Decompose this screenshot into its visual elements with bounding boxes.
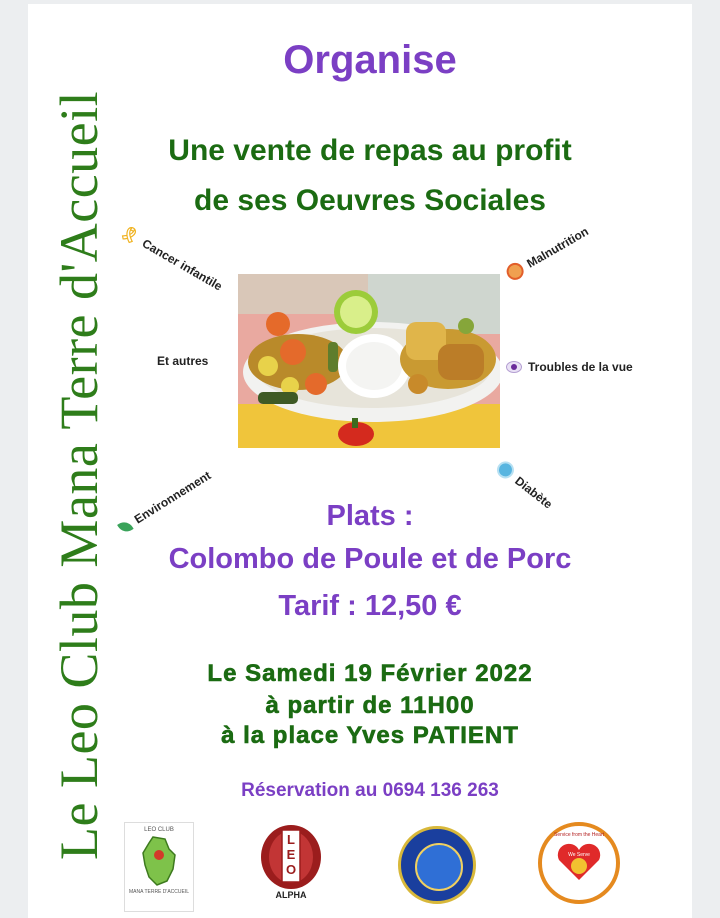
cause-malnutrition-label: Malnutrition — [524, 223, 591, 271]
cause-diabete-label: Diabète — [512, 473, 556, 512]
cause-environnement-label: Environnement — [131, 468, 214, 527]
subtitle-line-2: de ses Oeuvres Sociales — [194, 184, 546, 217]
logo-club-small-text: LEO CLUB — [144, 827, 174, 833]
tarif: Tarif : 12,50 € — [278, 590, 462, 622]
reservation-phone: Réservation au 0694 136 263 — [241, 780, 499, 801]
we-serve-text: We Serve — [568, 852, 590, 858]
cause-autres — [157, 354, 208, 368]
leo-letters: LEO — [285, 832, 297, 877]
event-place: à la place Yves PATIENT — [221, 722, 519, 749]
event-time: à partir de 11H00 — [265, 692, 475, 719]
leo-club-mana-logo — [124, 822, 194, 912]
cause-autres-label: Et autres — [157, 354, 209, 368]
organise-heading: Organise — [283, 38, 457, 82]
cause-cancer-label: Cancer infantile — [139, 236, 225, 294]
food-photo — [238, 274, 500, 448]
heart-icon — [554, 842, 604, 882]
eye-icon — [506, 361, 522, 373]
alpha-text: ALPHA — [275, 890, 307, 900]
subtitle-line-1: Une vente de repas au profit — [168, 134, 572, 167]
ribbon-icon: 🎗 — [117, 222, 142, 248]
service-from-the-heart-logo — [538, 822, 620, 904]
plats-label: Plats : — [326, 500, 414, 532]
cause-vue — [506, 360, 633, 374]
district-logo — [398, 826, 476, 904]
service-text: Service from the Heart — [553, 832, 605, 838]
leo-alpha-logo — [258, 822, 324, 902]
plats-name: Colombo de Poule et de Porc — [168, 543, 572, 575]
globe-icon — [415, 843, 463, 891]
logo-club-name-text: MANA TERRE D'ACCUEIL — [128, 889, 190, 895]
map-icon — [139, 835, 179, 887]
cause-vue-label: Troubles de la vue — [528, 360, 633, 374]
club-title-vertical: Le Leo Club Mana Terre d'Accueil — [49, 90, 109, 860]
event-date: Le Samedi 19 Février 2022 — [207, 660, 533, 687]
